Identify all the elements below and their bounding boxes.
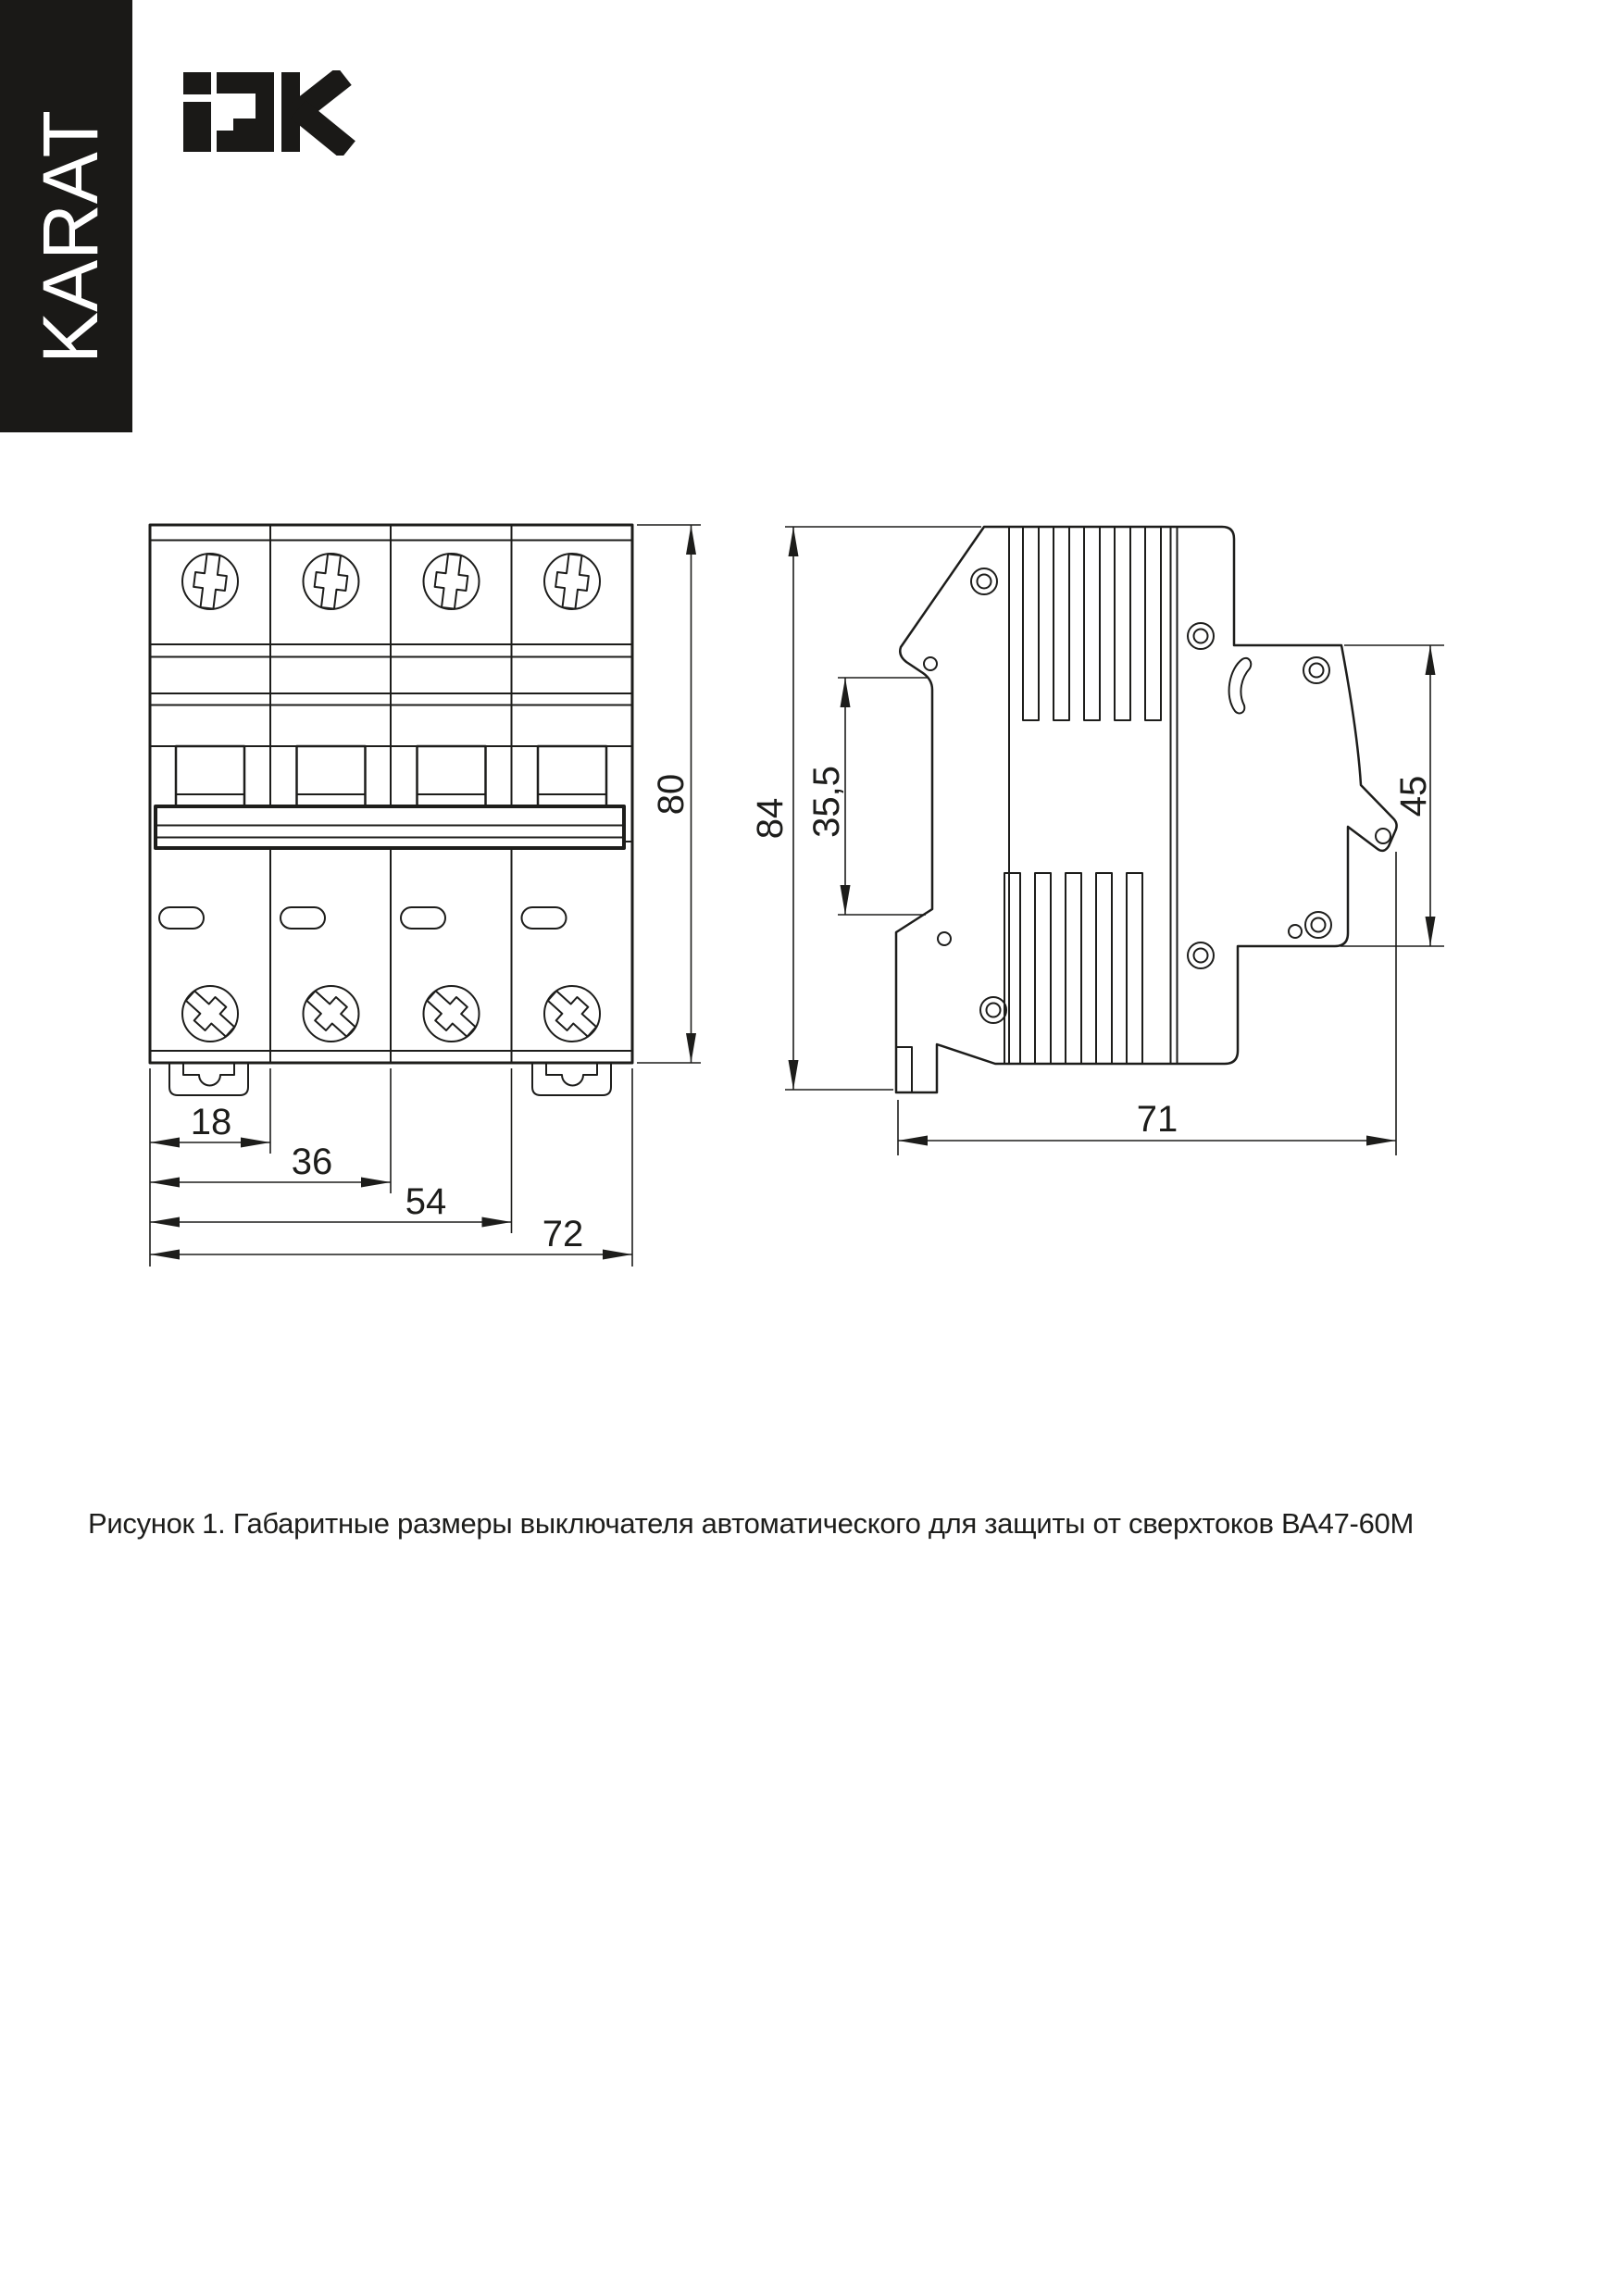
figure-caption: Рисунок 1. Габаритные размеры выключателя автоматического для защиты от сверхтоков ВА47-60М bbox=[88, 1507, 1414, 1540]
handle-tie-bar bbox=[156, 806, 632, 848]
side-inner-lines bbox=[896, 527, 1178, 1092]
dim-label-18: 18 bbox=[190, 1102, 232, 1142]
dim-label-54: 54 bbox=[405, 1181, 447, 1222]
curved-slot bbox=[1229, 658, 1252, 714]
side-dim-labels bbox=[750, 766, 1434, 1140]
front-view-dimensions bbox=[150, 525, 701, 1267]
vent-slots-bottom bbox=[1004, 873, 1142, 1064]
dim-label-84: 84 bbox=[750, 797, 791, 840]
dim-label-80: 80 bbox=[651, 773, 692, 816]
dim-label-71: 71 bbox=[1136, 1099, 1178, 1140]
dim-label-72: 72 bbox=[542, 1214, 584, 1254]
dim-label-45: 45 bbox=[1393, 775, 1434, 817]
side-view-drawing bbox=[896, 527, 1397, 1092]
label-windows bbox=[159, 907, 567, 929]
vent-slots-top bbox=[1023, 527, 1161, 720]
front-view-drawing bbox=[150, 525, 632, 1095]
front-dim-arrows bbox=[150, 525, 696, 1260]
dim-label-35-5: 35,5 bbox=[806, 766, 847, 838]
side-rivets bbox=[924, 568, 1390, 1023]
dim-label-36: 36 bbox=[291, 1142, 333, 1182]
brand-banner-label: KARAT bbox=[27, 110, 114, 364]
